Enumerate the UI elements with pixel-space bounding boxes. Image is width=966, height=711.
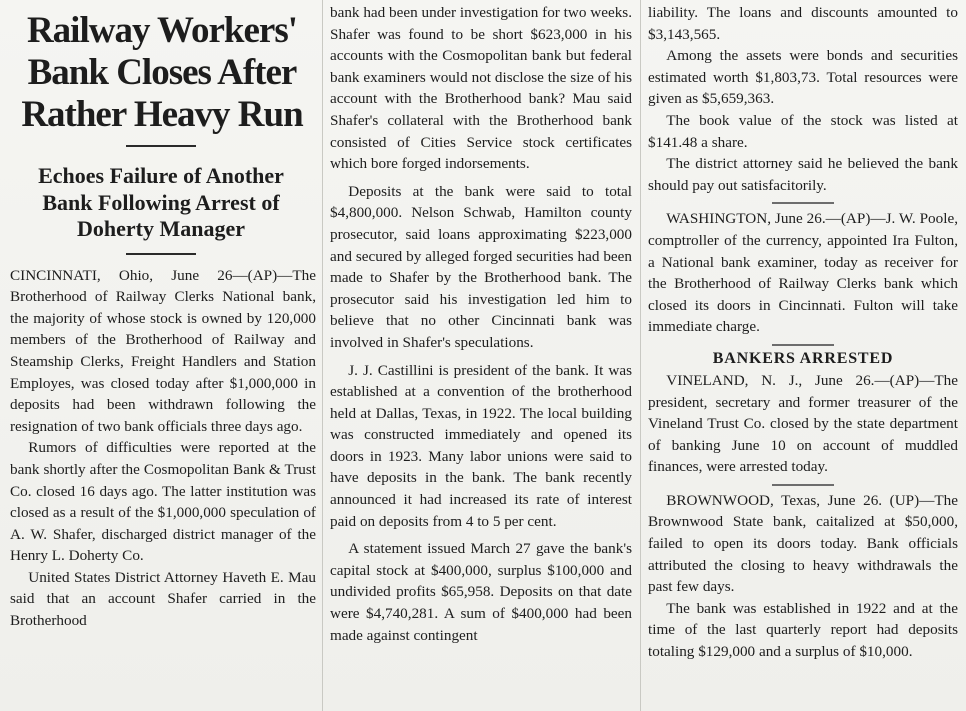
col3-paragraph-5: WASHINGTON, June 26.—(AP)—J. W. Poole, comptroller of the currency, appointed Ira Fulton, a National bank examiner, today as receiver for the Brotherhood of Railway Clerks bank which closed its doors in Cincinnati. Fulton will take immediate charge.: [648, 210, 958, 336]
headline-rule: [126, 145, 196, 147]
col3-paragraph-1: liability. The loans and discounts amounted to $3,143,565.: [648, 4, 958, 43]
column-2: [322, 0, 640, 711]
col3-paragraph-4: The district attorney said he believed the bank should pay out satisfacitorily.: [648, 155, 958, 194]
headline: Railway Workers' Bank Closes After Rather Heavy Run: [21, 10, 303, 135]
section-rule-2: [772, 344, 834, 346]
col3-paragraph-8: The bank was established in 1922 and at the time of the last quarterly report had deposits totaling $129,000 and a surplus of $10,000.: [648, 599, 958, 661]
subheading: BANKERS ARRESTED: [712, 349, 894, 367]
col2-paragraph-3: J. J. Castillini is president of the bank. It was established at a convention of the brotherhood held at Dallas, Texas, in 1922. The local building was constructed immediately and opened its doors in 1923. Many labor unions were said to have deposits in the bank. The bank recently announced it had increased its rate of interest paid on deposits from 4 to 5 per cent.: [330, 361, 632, 530]
deck: Echoes Failure of Another Bank Following Arrest of Doherty Manager: [38, 163, 284, 242]
col3-paragraph-3: The book value of the stock was listed at $141.48 a share.: [648, 111, 958, 151]
column-1: [0, 0, 322, 711]
col2-paragraph-2: Deposits at the bank were said to total $4,800,000. Nelson Schwab, Hamilton county prosecutor, said loans approximating $223,000 and secured by alleged forged securities had been made to Shafer by the Brotherhood bank. The prosecutor said his investigation led him to believe that no other Cincinnati bank was involved in Shafer's speculations.: [330, 182, 632, 351]
col2-paragraph-4: A statement issued March 27 gave the bank's capital stock at $400,000, surplus $100,000 and undivided profits $65,958. Deposits on that date were $4,740,281. A sum of $400,000 had been made against contingent: [330, 540, 632, 644]
col3-paragraph-2: Among the assets were bonds and securities estimated worth $1,803,73. Total resources were given as $5,659,363.: [648, 47, 958, 108]
col1-paragraph-2: Rumors of difficulties were reported at the bank shortly after the Cosmopolitan Bank & Trust Co. closed 16 days ago. The latter institution was closed as a result of the $1,000,000 speculation of A. W. Shafer, discharged district manager of the Henry L. Doherty Co.: [10, 439, 316, 565]
column-3: [640, 0, 966, 711]
col1-paragraph-3: United States District Attorney Haveth E. Mau said that an account Shafer carried in the Brotherhood: [10, 568, 316, 630]
section-rule-3: [772, 484, 834, 486]
col3-paragraph-6: VINELAND, N. J., June 26.—(AP)—The president, secretary and former treasurer of the Vineland Trust Co. closed by the state department of banking June 10 on account of muddled finances, were arrested today.: [648, 371, 958, 476]
col3-paragraph-7: BROWNWOOD, Texas, June 26. (UP)—The Brownwood State bank, caitalized at $50,000, failed to open its doors today. Bank officials attributed the closing to heavy withdrawals the past few days.: [648, 491, 958, 596]
col2-paragraph-1: bank had been under investigation for two weeks. Shafer was found to be short $623,000 in his accounts with the Cosmopolitan bank but federal bank examiners would not disclose the size of his account with the Brotherhood bank? Mau said Shafer's collateral with the Brotherhood bank consisted of Cities Service stock certificates which bore forged indorsements.: [330, 4, 632, 173]
section-rule-1: [772, 202, 834, 204]
col1-paragraph-1: CINCINNATI, Ohio, June 26—(AP)—The Brotherhood of Railway Clerks National bank, the majority of whose stock is owned by 120,000 members of the Brotherhood of Railway and Steamship Clerks, Freight Handlers and Station Employes, was closed today after $1,000,000 in deposits had been withdrawn following the resignation of two bank officials three days ago.: [10, 266, 316, 435]
